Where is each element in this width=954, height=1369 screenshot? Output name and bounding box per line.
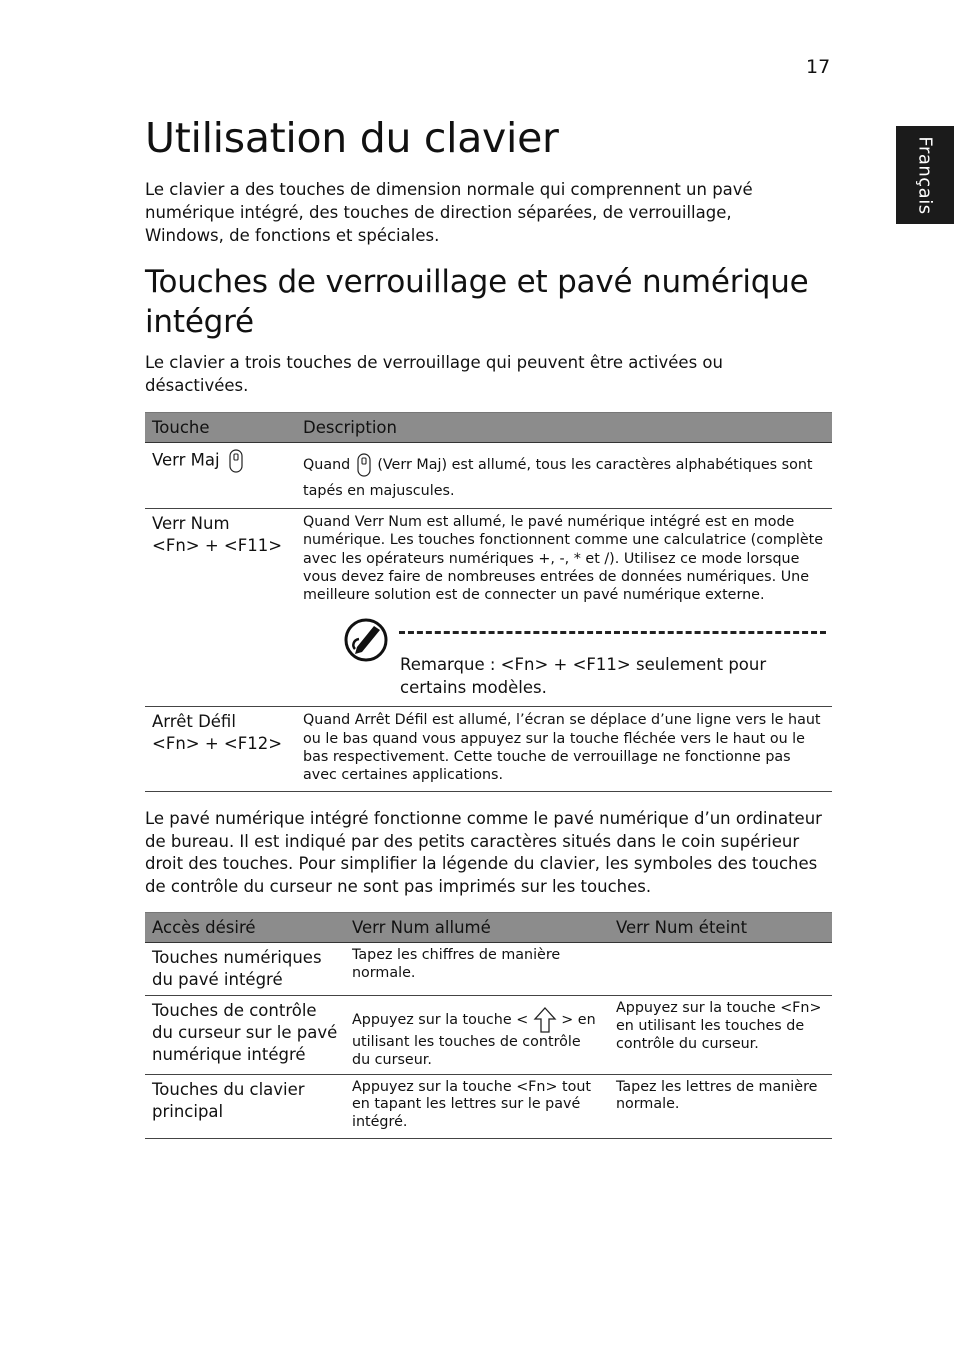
access-cell: Touches de contrôle du curseur sur le pavé numérique intégré — [145, 996, 345, 1075]
num-off-text-before: Appuyez sur la touche — [616, 1000, 776, 1016]
key-cell — [145, 509, 296, 707]
num-lock-description: Quand Verr Num est allumé, le pavé numérique intégré est en mode numérique. Les touches fonctionnent comme une calculatrice (complète avec les opérateurs numériques +, -, * et /). Utilisez ce mode lorsque vous devez faire de nombreuses entrées de données numériques. Une meilleure solution est de connecter un pavé numérique externe. — [303, 514, 824, 604]
access-cell: Touches numériques du pavé intégré — [145, 943, 345, 996]
key-bracket-open: < — [516, 1012, 529, 1028]
table-row — [145, 509, 832, 707]
table-header-row — [145, 913, 832, 943]
column-header-description: Description — [296, 413, 832, 443]
note-text: Remarque : <Fn> + <F11> seulement pour certains modèles. — [400, 655, 767, 698]
fn-key-label: <Fn> — [780, 1000, 822, 1016]
column-header-num-on: Verr Num allumé — [345, 913, 609, 943]
table-row — [145, 943, 832, 996]
column-header-key: Touche — [145, 413, 296, 443]
note-pen-icon — [343, 616, 391, 664]
description-cell — [296, 443, 832, 509]
num-on-cell — [345, 1074, 609, 1138]
num-off-text-after: en utilisant les touches de contrôle du curseur. — [616, 1017, 805, 1052]
intro-paragraph: Le clavier a des touches de dimension normale qui comprennent un pavé numérique intégré, des touches de direction séparées, de verrouillage, Windows, de fonctions et spéciales. — [145, 180, 753, 245]
num-off-cell — [609, 996, 832, 1075]
fn-key-label: <Fn> — [516, 1078, 558, 1095]
key-cell — [145, 707, 296, 791]
numpad-paragraph: Le pavé numérique intégré fonctionne comme le pavé numérique d’un ordinateur de bureau. Il est indiqué par des petits caractères situés dans le coin supérieur droit des touches. Pour simplifier la légende du clavier, les symboles des touches de contrôle du curseur ne sont pas imprimés sur les touches. — [145, 809, 822, 896]
note-box — [303, 612, 826, 702]
key-name: Arrêt Défil — [152, 712, 236, 732]
table-row — [145, 996, 832, 1075]
caps-lock-icon — [357, 453, 371, 477]
num-on-text-before: Appuyez sur la touche — [352, 1012, 512, 1028]
key-name: Verr Num — [152, 514, 230, 533]
lock-keys-intro: Le clavier a trois touches de verrouillage qui peuvent être activées ou désactivées. — [145, 353, 723, 395]
description-cell — [296, 707, 832, 791]
language-tab-label: Français — [914, 135, 936, 215]
num-off-cell: Tapez les lettres de manière normale. — [609, 1074, 832, 1138]
table-row — [145, 443, 832, 509]
language-tab — [896, 126, 954, 224]
access-cell: Touches du clavier principal — [145, 1074, 345, 1138]
scroll-lock-description: Quand Arrêt Défil est allumé, l’écran se déplace d’une ligne vers le haut ou le bas quand vous appuyez sur la touche fléchée vers le haut ou le bas respectivement. Cette touche de verrouillage ne fonctionne pas avec certaines applications. — [303, 712, 821, 784]
arrow-up-key-icon — [533, 1006, 557, 1034]
num-on-text-after: en utilisant les touches de contrôle du curseur. — [352, 1012, 596, 1068]
table-header-row — [145, 413, 832, 443]
description-cell — [296, 509, 832, 707]
num-off-cell — [609, 943, 832, 996]
key-combo: <Fn> + <F12> — [152, 734, 283, 754]
caps-desc-after: (Verr Maj) est allumé, tous les caractères alphabétiques sont tapés en majuscules. — [303, 457, 813, 499]
table-row — [145, 707, 832, 791]
key-cell — [145, 443, 296, 509]
num-on-text-before: Appuyez sur la touche — [352, 1078, 512, 1095]
lock-keys-table — [145, 412, 832, 792]
table-row — [145, 1074, 832, 1138]
key-bracket-close: > — [561, 1012, 574, 1028]
caps-lock-icon — [229, 449, 243, 473]
column-header-num-off: Verr Num éteint — [609, 913, 832, 943]
note-divider — [399, 631, 826, 634]
key-combo: <Fn> + <F11> — [152, 536, 283, 555]
column-header-access: Accès désiré — [145, 913, 345, 943]
section-title: Touches de verrouillage et pavé numérique intégré — [145, 264, 809, 340]
page-number: 17 — [806, 56, 831, 78]
num-on-cell: Tapez les chiffres de manière normale. — [345, 943, 609, 996]
num-on-cell — [345, 996, 609, 1075]
num-on-text-after: tout en tapant les lettres sur le pavé intégré. — [352, 1078, 592, 1131]
caps-desc-before: Quand — [303, 457, 351, 473]
page-title: Utilisation du clavier — [145, 114, 559, 162]
access-table — [145, 912, 832, 1139]
key-name: Verr Maj — [152, 450, 220, 470]
